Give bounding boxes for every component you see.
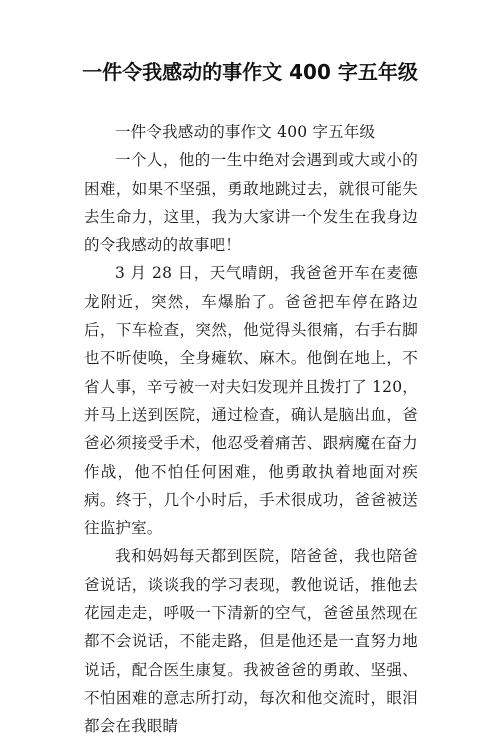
paragraph-hospital: 我和妈妈每天都到医院，陪爸爸，我也陪爸爸说话，谈谈我的学习表现，教他说话，推他去花园走走，呼吸一下清新的空气，爸爸虽然现在都不会说话，不能走路，但是他还是一直努力地说话，配合医生康复。我被爸爸的勇敢、坚强、不怕困难的意志所打动，每次和他交流时，眼泪都会在我眼睛 <box>84 547 418 736</box>
paragraph-intro: 一个人，他的一生中绝对会遇到或大或小的困难，如果不坚强，勇敢地跳过去，就很可能失去生命力，这里，我为大家讲一个发生在我身边的令我感动的故事吧！ <box>84 151 418 255</box>
paragraph-accident: 3 月 28 日，天气晴朗，我爸爸开车在麦德龙附近，突然，车爆胎了。爸爸把车停在路边后，下车检查，突然，他觉得头很痛，右手右脚也不听使唤，全身瘫软、麻木。他倒在地上，不省人事，辛亏被一对夫妇发现并且拨打了 120，并马上送到医院，通过检查，确认是脑出血，爸爸必须接受手术，他忍受着痛苦、跟病魔在奋力作战，他不怕任何困难，他勇敢执着地面对疾病。终于，几个小时后，手术很成功，爸爸被送往监护室。 <box>84 264 418 538</box>
paragraph-subtitle: 一件令我感动的事作文 400 字五年级 <box>115 123 376 141</box>
document-body <box>84 118 418 741</box>
document-title: 一件令我感动的事作文 400 字五年级 <box>82 60 418 84</box>
